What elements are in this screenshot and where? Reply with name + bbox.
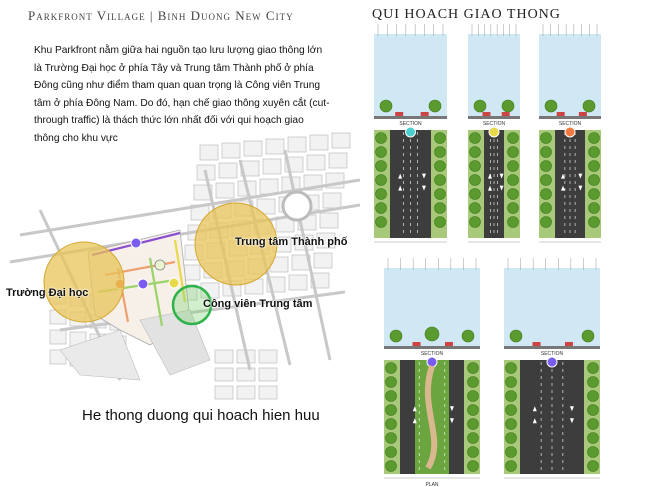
urban-block <box>329 153 347 168</box>
tree-icon <box>425 327 439 341</box>
tree-icon <box>435 161 446 172</box>
map-caption: He thong duong qui hoach hien huu <box>82 407 320 424</box>
urban-block <box>260 179 278 194</box>
urban-block <box>219 163 237 178</box>
section-ground <box>504 346 600 349</box>
urban-block <box>259 368 277 381</box>
tree-icon <box>506 433 517 444</box>
street-section-plan <box>368 24 453 248</box>
label-central-park: Công viên Trung tâm <box>203 298 313 310</box>
marker-light <box>155 260 165 270</box>
tree-icon <box>508 161 519 172</box>
tree-icon <box>376 203 387 214</box>
urban-block <box>215 350 233 363</box>
tree-icon <box>470 147 481 158</box>
plan-label: PLAN <box>425 482 439 487</box>
tree-icon <box>583 100 595 112</box>
tree-icon <box>588 433 599 444</box>
road-marker <box>565 127 575 137</box>
tree-icon <box>588 363 599 374</box>
tree-icon <box>468 447 479 458</box>
tree-icon <box>541 217 552 228</box>
section-label: SECTION <box>558 121 582 127</box>
intro-paragraph: Khu Parkfront nằm giữa hai nguồn tạo lưu lượng giao thông lớn là Trường Đại học ở phía Tây và Trung tâm Thành phố ở phía Đông cũng như điểm tham quan quan trọng là Công viên Trung tâm ở phía Đông Nam. Do đó, hạn chế giao thông xuyên cắt (cut-through traffic) là thách thức lớn nhất đối với qui hoạch giao thông cho khu vực <box>34 45 330 144</box>
tree-icon <box>376 133 387 144</box>
tree-icon <box>508 133 519 144</box>
urban-block <box>320 213 338 228</box>
tree-icon <box>589 175 600 186</box>
car-icon <box>557 112 565 116</box>
tree-icon <box>386 433 397 444</box>
tree-icon <box>470 133 481 144</box>
tree-icon <box>508 203 519 214</box>
section-label: SECTION <box>420 351 444 357</box>
car-icon <box>395 112 403 116</box>
tree-icon <box>470 175 481 186</box>
road-marker <box>406 127 416 137</box>
tree-icon <box>429 100 441 112</box>
tree-icon <box>545 100 557 112</box>
road-marker <box>489 127 499 137</box>
tree-icon <box>468 377 479 388</box>
tree-icon <box>468 461 479 472</box>
street-section-plan <box>462 24 526 248</box>
tree-icon <box>588 391 599 402</box>
urban-block <box>215 368 233 381</box>
tree-icon <box>588 377 599 388</box>
urban-block <box>50 330 66 344</box>
tree-icon <box>589 217 600 228</box>
traffic-planning-title: QUI HOACH GIAO THONG <box>372 7 561 22</box>
tree-icon <box>588 419 599 430</box>
tree-icon <box>508 217 519 228</box>
label-city-center: Trung tâm Thành phố <box>235 236 348 248</box>
tree-icon <box>510 330 522 342</box>
car-icon <box>533 342 541 346</box>
tree-icon <box>506 391 517 402</box>
urban-block <box>307 155 325 170</box>
section-label: SECTION <box>399 121 422 127</box>
tree-icon <box>506 461 517 472</box>
tree-icon <box>588 405 599 416</box>
tree-icon <box>386 363 397 374</box>
tree-icon <box>386 391 397 402</box>
label-university: Trường Đại học <box>6 287 89 299</box>
tree-icon <box>506 377 517 388</box>
tree-icon <box>386 461 397 472</box>
tree-icon <box>588 447 599 458</box>
street-section-plan <box>378 258 486 487</box>
tree-icon <box>588 461 599 472</box>
tree-icon <box>468 363 479 374</box>
urban-block <box>237 386 255 399</box>
tree-icon <box>541 161 552 172</box>
marker-purple-mid <box>138 279 148 289</box>
tree-icon <box>589 189 600 200</box>
tree-icon <box>468 405 479 416</box>
section-label: SECTION <box>540 351 564 357</box>
tree-icon <box>435 175 446 186</box>
urban-block <box>314 253 332 268</box>
section-ground <box>468 116 520 119</box>
car-icon <box>413 342 421 346</box>
tree-icon <box>435 189 446 200</box>
tree-icon <box>386 405 397 416</box>
tree-icon <box>380 100 392 112</box>
tree-icon <box>541 147 552 158</box>
tree-icon <box>435 203 446 214</box>
road-marker <box>547 357 557 367</box>
section-ground <box>384 346 480 349</box>
tree-icon <box>376 217 387 228</box>
tree-icon <box>468 433 479 444</box>
tree-icon <box>506 447 517 458</box>
tree-icon <box>506 419 517 430</box>
university-circle <box>44 242 124 322</box>
tree-icon <box>541 203 552 214</box>
tree-icon <box>589 161 600 172</box>
car-icon <box>445 342 453 346</box>
tree-icon <box>474 100 486 112</box>
car-icon <box>482 112 490 116</box>
tree-icon <box>468 391 479 402</box>
tree-icon <box>470 189 481 200</box>
street-section-plan <box>533 24 607 248</box>
tree-icon <box>386 447 397 458</box>
urban-block <box>216 183 234 198</box>
tree-icon <box>470 217 481 228</box>
tree-icon <box>506 405 517 416</box>
tree-icon <box>468 419 479 430</box>
section-ground <box>539 116 601 119</box>
tree-icon <box>506 363 517 374</box>
car-icon <box>502 112 510 116</box>
section-label: SECTION <box>482 121 506 127</box>
tree-icon <box>508 147 519 158</box>
car-icon <box>565 342 573 346</box>
tree-icon <box>376 175 387 186</box>
tree-icon <box>541 189 552 200</box>
tree-icon <box>386 419 397 430</box>
section-ground <box>374 116 447 119</box>
tree-icon <box>376 161 387 172</box>
tree-icon <box>582 330 594 342</box>
tree-icon <box>435 133 446 144</box>
tree-icon <box>508 175 519 186</box>
tree-icon <box>502 100 514 112</box>
car-icon <box>579 112 587 116</box>
tree-icon <box>541 175 552 186</box>
tree-icon <box>589 147 600 158</box>
marker-purple-top <box>131 238 141 248</box>
marker-yellow <box>169 278 179 288</box>
urban-block <box>259 386 277 399</box>
tree-icon <box>508 189 519 200</box>
tree-icon <box>435 217 446 228</box>
urban-block <box>332 133 350 148</box>
car-icon <box>421 112 429 116</box>
urban-block <box>263 159 281 174</box>
tree-icon <box>390 330 402 342</box>
tree-icon <box>470 203 481 214</box>
roundabout <box>283 192 311 220</box>
tree-icon <box>589 203 600 214</box>
urban-block <box>259 350 277 363</box>
tree-icon <box>386 377 397 388</box>
urban-block <box>289 275 307 290</box>
tree-icon <box>589 133 600 144</box>
tree-icon <box>376 189 387 200</box>
page-header: Parkfront Village | Binh Duong New City <box>28 8 294 23</box>
urban-block <box>215 386 233 399</box>
tree-icon <box>435 147 446 158</box>
tree-icon <box>470 161 481 172</box>
tree-icon <box>541 133 552 144</box>
road-marker <box>427 357 437 367</box>
urban-block <box>323 193 341 208</box>
tree-icon <box>376 147 387 158</box>
tree-icon <box>462 330 474 342</box>
street-section-plan <box>498 258 606 484</box>
urban-block <box>237 368 255 381</box>
